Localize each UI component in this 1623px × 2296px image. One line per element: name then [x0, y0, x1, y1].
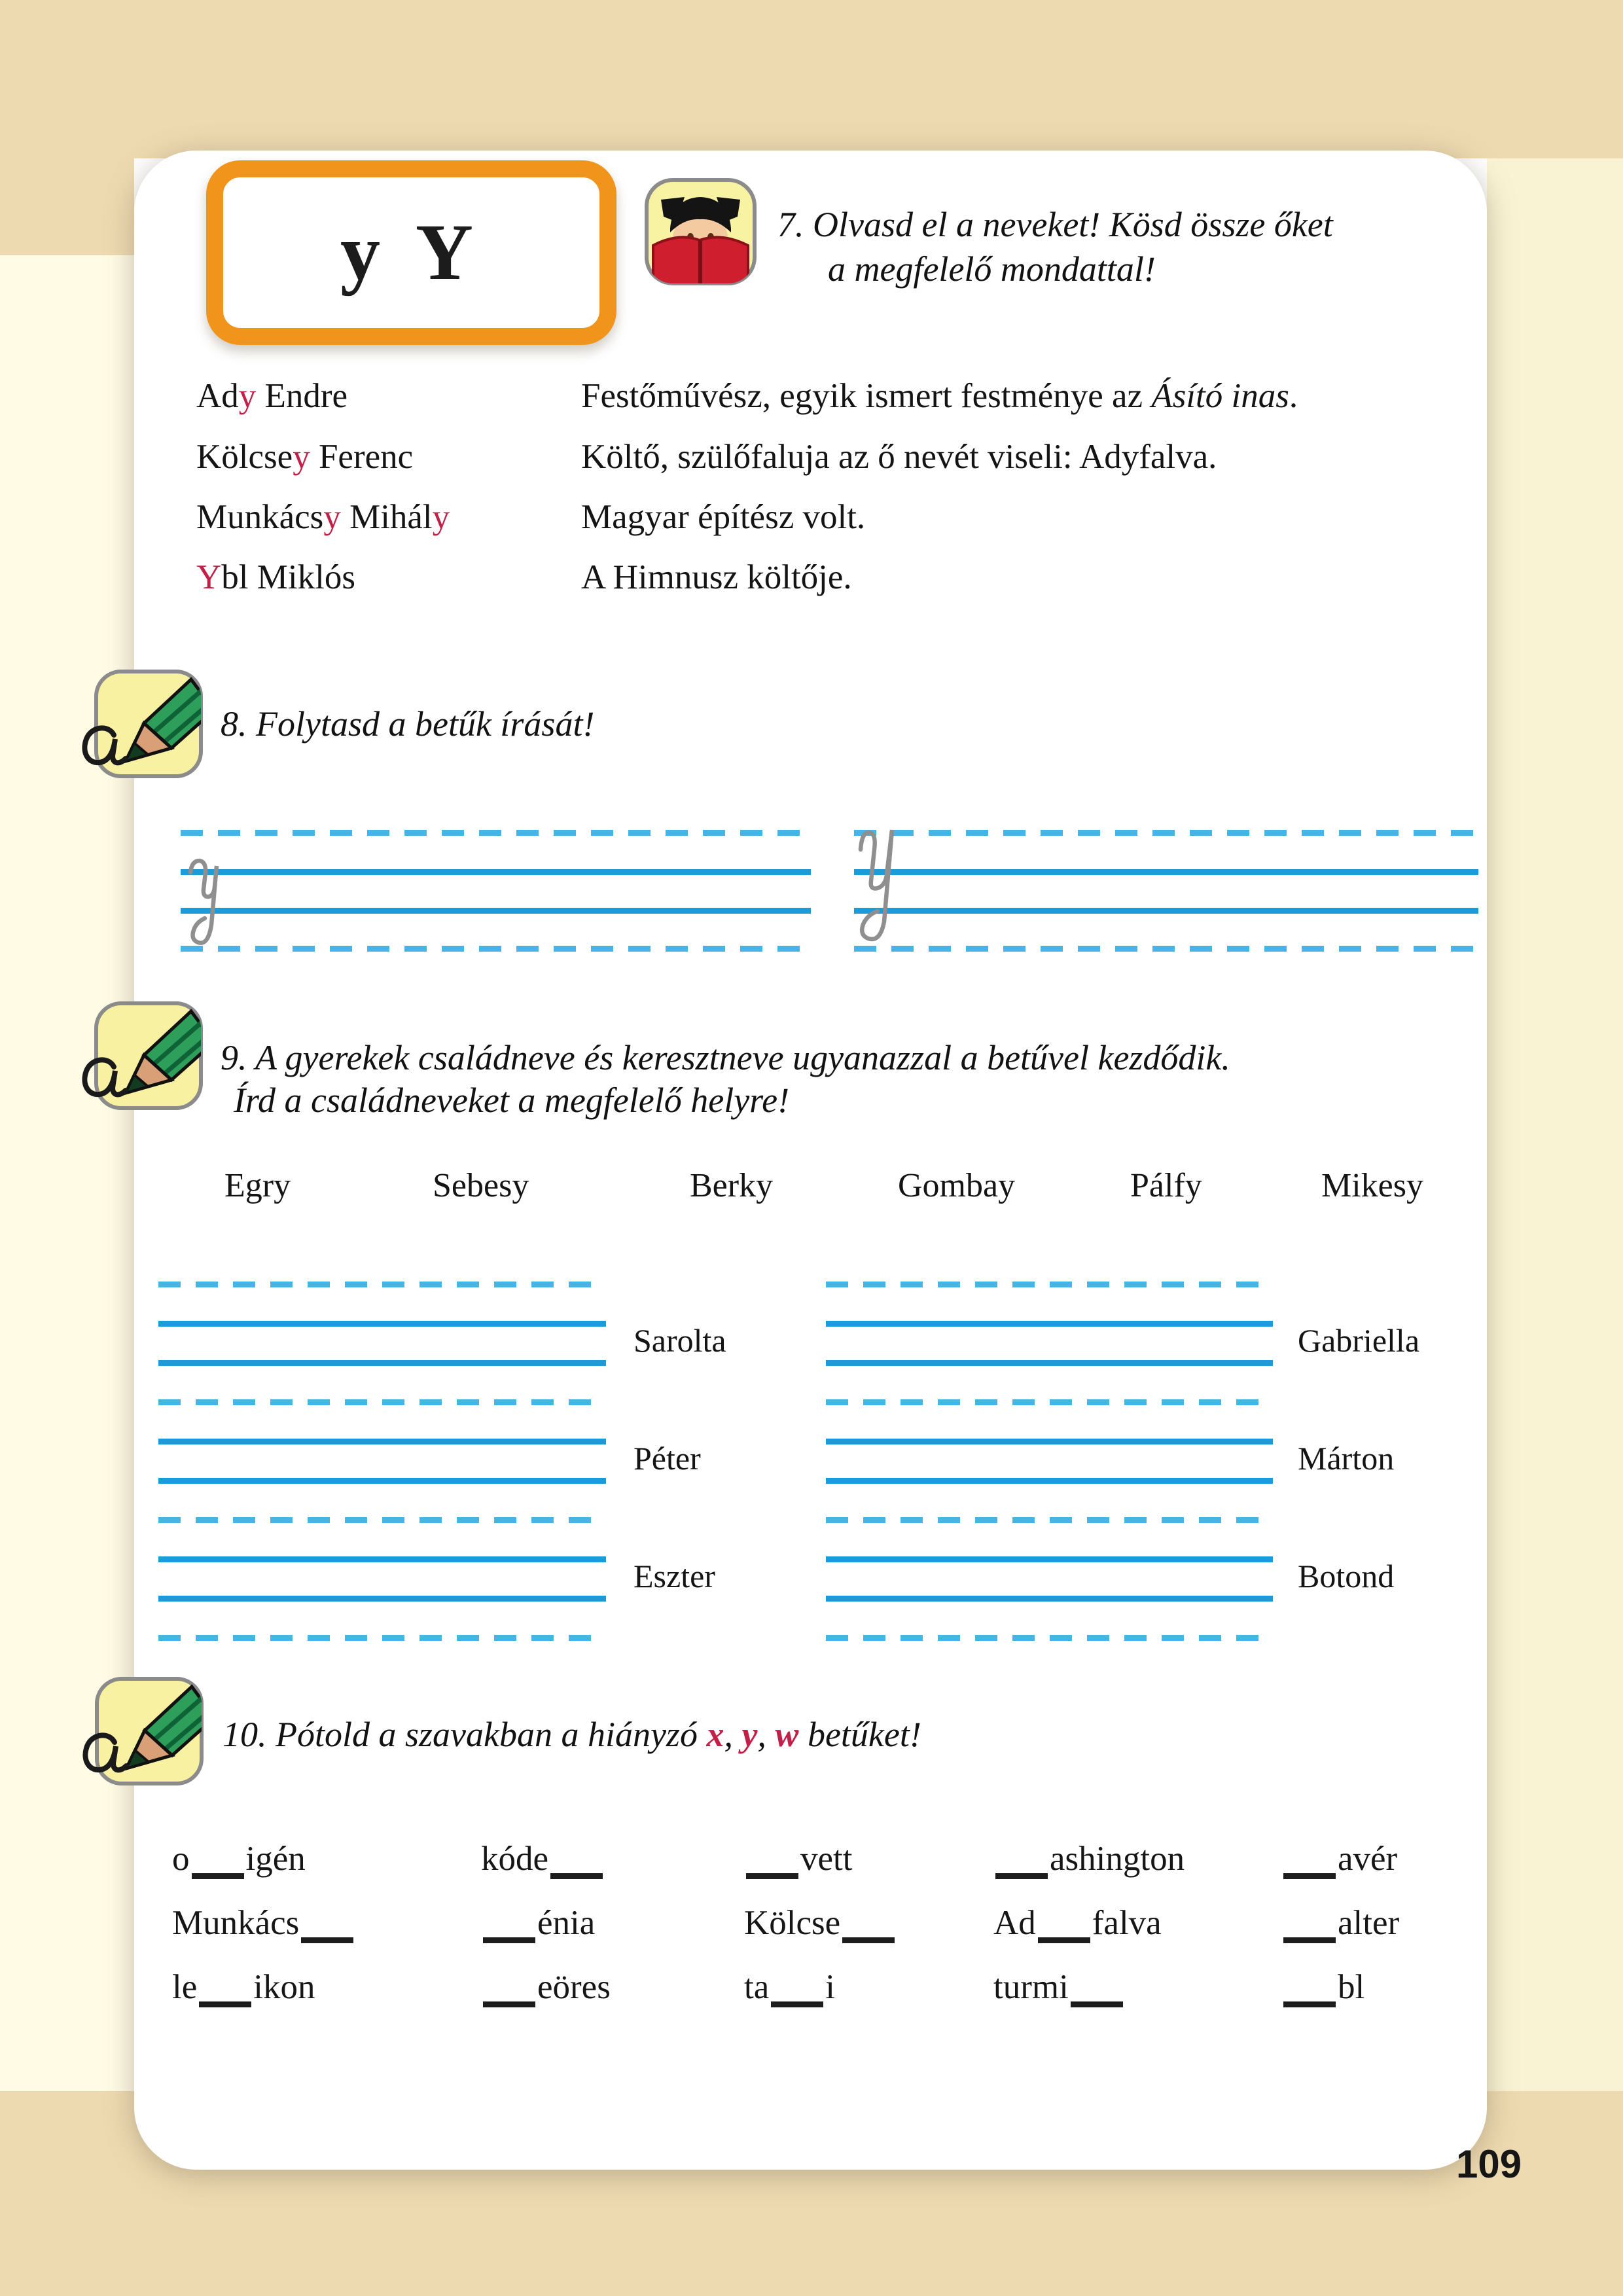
ex9-writing-solid-line[interactable] [158, 1321, 606, 1327]
exercise-9-title-line-1: 9. A gyerekek családneve és keresztneve ugyanazzal a betűvel kezdődik. [221, 1038, 1230, 1077]
text-segment: Kölcse [744, 1904, 841, 1942]
top-tan-band [0, 0, 1623, 158]
text-segment: Y [196, 558, 222, 596]
text-segment: alter [1338, 1904, 1400, 1942]
surname-label: Berky [690, 1167, 774, 1204]
ex9-writing-solid-line[interactable] [826, 1478, 1273, 1484]
text-segment: y [741, 1715, 758, 1754]
text-segment: kóde [481, 1840, 549, 1878]
exercise-8-title: 8. Folytasd a betűk írását! [221, 704, 595, 744]
reading-child-icon [644, 177, 757, 286]
fill-in-word[interactable] [172, 1967, 315, 2007]
match-person-name[interactable] [196, 497, 450, 537]
text-segment: x [706, 1715, 724, 1754]
given-name-label: Márton [1298, 1440, 1395, 1477]
right-yellow-band [1487, 158, 1623, 2091]
text-segment: énia [537, 1904, 596, 1942]
missing-letter-blank[interactable] [746, 1873, 798, 1879]
text-segment: Mihál [340, 498, 433, 536]
fill-in-word[interactable] [1281, 1967, 1364, 2007]
text-segment: Munkács [196, 498, 324, 536]
text-segment: Költő, szülőfaluja az ő nevét viseli: Adyfalva. [581, 438, 1217, 476]
text-segment: Kölcse [196, 438, 293, 476]
given-name-label: Péter [633, 1440, 701, 1477]
ex9-writing-solid-line[interactable] [826, 1360, 1273, 1366]
surname-label: Egry [224, 1167, 291, 1204]
ex8-writing-solid-line[interactable] [854, 869, 1478, 875]
cursive-lowercase-y [185, 848, 231, 952]
fill-in-word[interactable] [744, 1903, 897, 1943]
fill-in-word[interactable] [993, 1967, 1125, 2007]
text-segment: Ad [993, 1904, 1036, 1942]
ex9-writing-dashed-line[interactable] [158, 1635, 606, 1641]
text-segment: ta [744, 1968, 770, 2006]
text-segment: i [825, 1968, 835, 2006]
ex9-writing-solid-line[interactable] [826, 1439, 1273, 1444]
given-name-label: Eszter [633, 1558, 715, 1594]
left-yellow-band [0, 255, 134, 2091]
pencil-writing-icon [74, 1677, 205, 1788]
text-segment: Munkács [172, 1904, 300, 1942]
ex9-writing-dashed-line[interactable] [826, 1282, 1273, 1287]
ex9-writing-dashed-line[interactable] [158, 1282, 606, 1287]
fill-in-word[interactable] [744, 1839, 852, 1879]
missing-letter-blank[interactable] [1283, 1937, 1336, 1943]
fill-in-word[interactable] [172, 1903, 355, 1943]
missing-letter-blank[interactable] [771, 2001, 823, 2007]
ex9-writing-dashed-line[interactable] [826, 1399, 1273, 1405]
match-description[interactable] [581, 437, 1217, 476]
text-segment: Magyar építész volt. [581, 498, 866, 536]
text-segment: ikon [253, 1968, 315, 2006]
exercise-10-title [223, 1714, 921, 1755]
fill-in-word[interactable] [993, 1839, 1185, 1879]
ex9-writing-solid-line[interactable] [158, 1360, 606, 1366]
match-person-name[interactable] [196, 558, 355, 597]
text-segment: falva [1092, 1904, 1162, 1942]
text-segment: bl Miklós [221, 558, 355, 596]
ex9-writing-solid-line[interactable] [826, 1596, 1273, 1602]
text-segment: , [724, 1715, 742, 1754]
given-name-label: Botond [1298, 1558, 1395, 1594]
ex8-writing-dashed-line[interactable] [181, 830, 811, 836]
missing-letter-blank[interactable] [192, 1873, 244, 1879]
exercise-9-title-line-2: Írd a családneveket a megfelelő helyre! [234, 1081, 790, 1120]
exercise-7-title-line-2: a megfelelő mondattal! [828, 249, 1156, 289]
text-segment: vett [800, 1840, 853, 1878]
text-segment: y [432, 498, 450, 536]
text-segment: y [323, 498, 341, 536]
missing-letter-blank[interactable] [995, 1873, 1048, 1879]
exercise-7-title-line-1: 7. Olvasd el a neveket! Kösd össze őket [777, 205, 1333, 244]
text-segment: o [172, 1840, 190, 1878]
ex9-writing-solid-line[interactable] [158, 1556, 606, 1562]
ex9-writing-solid-line[interactable] [158, 1596, 606, 1602]
text-segment: . [1289, 377, 1298, 415]
ex9-writing-solid-line[interactable] [158, 1439, 606, 1444]
match-description[interactable] [581, 376, 1298, 416]
pencil-writing-icon [73, 670, 204, 781]
text-segment: betűket! [798, 1715, 921, 1754]
fill-in-word[interactable] [1281, 1839, 1397, 1879]
match-person-name[interactable] [196, 437, 413, 476]
text-segment: bl [1338, 1968, 1365, 2006]
ex9-writing-dashed-line[interactable] [826, 1517, 1273, 1523]
surname-label: Sebesy [433, 1167, 529, 1204]
letter-box [206, 160, 616, 345]
missing-letter-blank[interactable] [483, 2001, 535, 2007]
ex8-writing-solid-line[interactable] [854, 908, 1478, 914]
match-description[interactable] [581, 558, 852, 597]
ex8-writing-dashed-line[interactable] [181, 946, 811, 952]
match-description[interactable] [581, 497, 865, 537]
fill-in-word[interactable] [481, 1967, 611, 2007]
text-segment: y [293, 438, 310, 476]
pencil-writing-icon [73, 1001, 204, 1113]
text-segment: w [775, 1715, 799, 1754]
fill-in-word[interactable] [481, 1903, 595, 1943]
text-segment: igén [245, 1840, 306, 1878]
worksheet-card [134, 151, 1487, 2170]
text-segment: eöres [537, 1968, 611, 2006]
fill-in-word[interactable] [1281, 1903, 1399, 1943]
text-segment: , [757, 1715, 776, 1754]
left-tan-band [0, 158, 134, 255]
missing-letter-blank[interactable] [842, 1937, 895, 1943]
surname-label: Gombay [898, 1167, 1016, 1204]
surname-label: Pálfy [1130, 1167, 1202, 1204]
given-name-label: Gabriella [1298, 1322, 1420, 1359]
text-segment: A Himnusz költője. [581, 558, 852, 596]
ex9-writing-solid-line[interactable] [826, 1321, 1273, 1327]
missing-letter-blank[interactable] [301, 1937, 353, 1943]
match-person-name[interactable] [196, 376, 348, 416]
letter-box-label: y Y [340, 208, 483, 296]
fill-in-word[interactable] [744, 1967, 835, 2007]
text-segment: le [172, 1968, 198, 2006]
fill-in-word[interactable] [172, 1839, 306, 1879]
missing-letter-blank[interactable] [483, 1937, 535, 1943]
fill-in-word[interactable] [481, 1839, 605, 1879]
text-segment: avér [1338, 1840, 1398, 1878]
text-segment: turmi [993, 1968, 1069, 2006]
fill-in-word[interactable] [993, 1903, 1162, 1943]
ex8-writing-dashed-line[interactable] [854, 830, 1478, 836]
ex8-writing-dashed-line[interactable] [854, 946, 1478, 952]
text-segment: Ad [196, 377, 239, 415]
missing-letter-blank[interactable] [1283, 1873, 1336, 1879]
text-segment: Ferenc [310, 438, 414, 476]
ex9-writing-dashed-line[interactable] [158, 1517, 606, 1523]
text-segment: Festőművész, egyik ismert festménye az [581, 377, 1152, 415]
ex9-writing-solid-line[interactable] [158, 1478, 606, 1484]
page-number: 109 [1456, 2142, 1522, 2186]
given-name-label: Sarolta [633, 1322, 726, 1359]
ex9-writing-dashed-line[interactable] [826, 1635, 1273, 1641]
text-segment: Endre [256, 377, 348, 415]
text-segment: y [238, 377, 257, 415]
missing-letter-blank[interactable] [1038, 1937, 1090, 1943]
missing-letter-blank[interactable] [199, 2001, 251, 2007]
cursive-capital-y [853, 823, 915, 948]
ex8-writing-solid-line[interactable] [181, 908, 811, 914]
missing-letter-blank[interactable] [1071, 2001, 1123, 2007]
ex9-writing-dashed-line[interactable] [158, 1399, 606, 1405]
missing-letter-blank[interactable] [1283, 2001, 1336, 2007]
text-segment: Ásító inas [1151, 377, 1289, 415]
text-segment: 10. Pótold a szavakban a hiányzó [223, 1715, 707, 1754]
surname-label: Mikesy [1321, 1167, 1423, 1204]
ex9-writing-solid-line[interactable] [826, 1556, 1273, 1562]
missing-letter-blank[interactable] [550, 1873, 603, 1879]
text-segment: ashington [1050, 1840, 1185, 1878]
ex8-writing-solid-line[interactable] [181, 869, 811, 875]
